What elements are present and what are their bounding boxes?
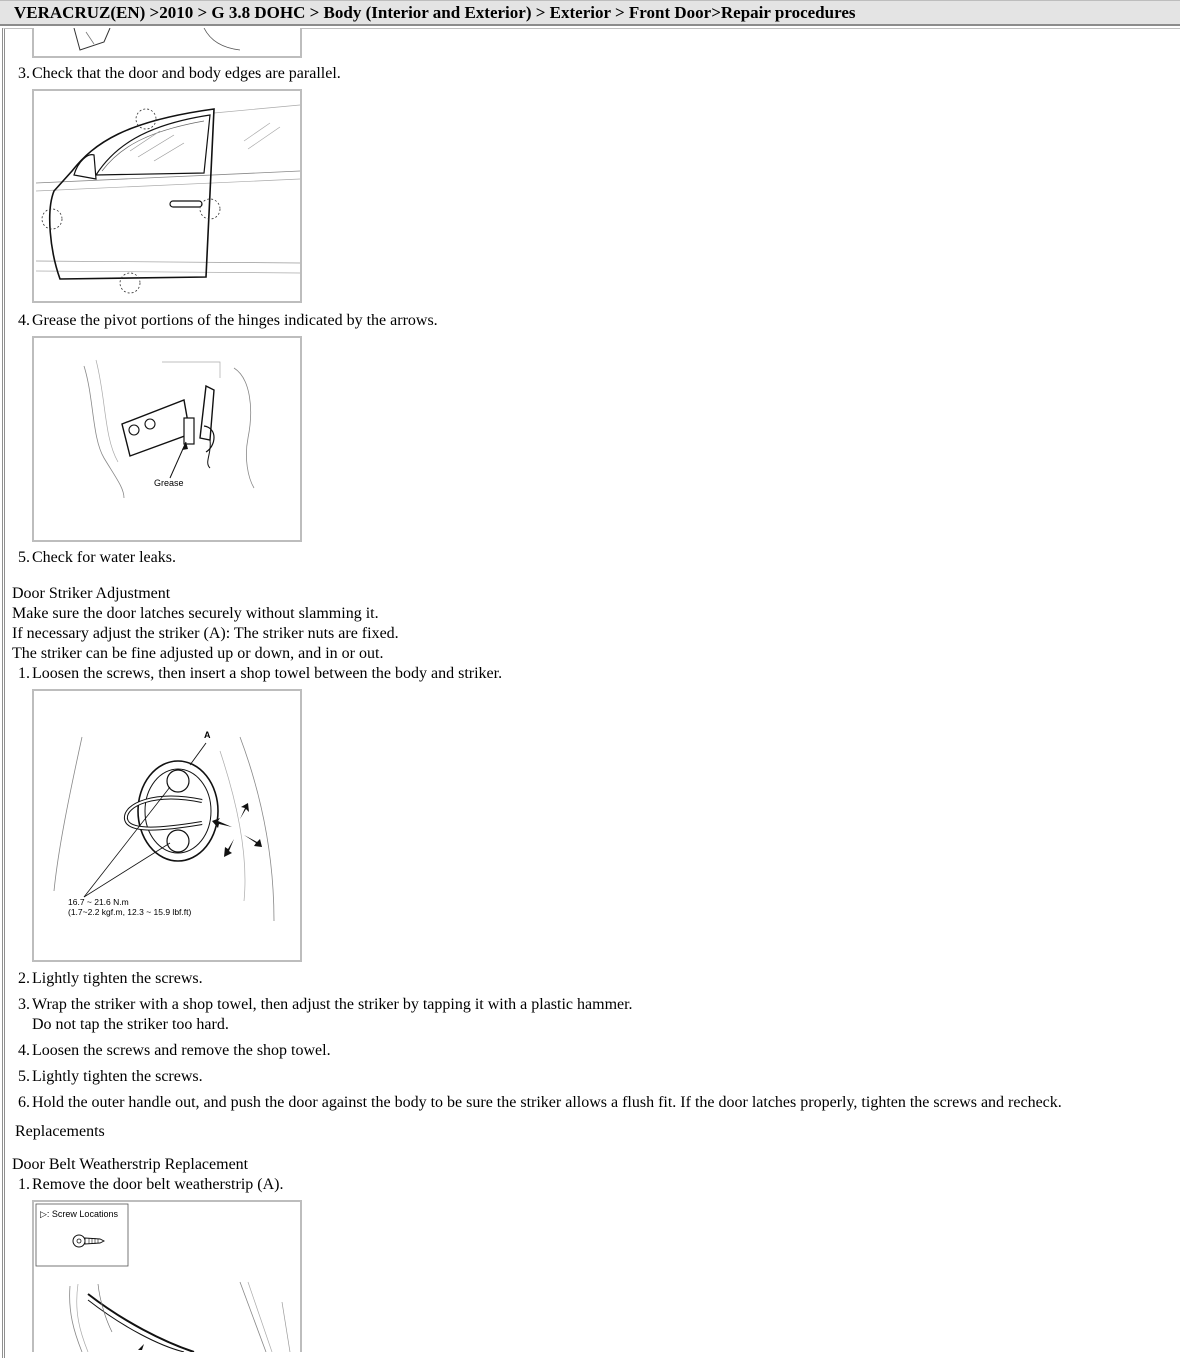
paragraph: The striker can be fine adjusted up or down, and in or out. [12, 645, 384, 662]
figure-hinge-grease [32, 336, 302, 542]
grease-label: Grease [154, 478, 184, 488]
step-number: 5. [18, 1068, 30, 1085]
step-text: Grease the pivot portions of the hinges indicated by the arrows. [32, 312, 438, 329]
step-number: 2. [18, 970, 30, 987]
step-number: 4. [18, 312, 30, 329]
step-number: 3. [18, 65, 30, 82]
step-number: 4. [18, 1042, 30, 1059]
step-note: Do not tap the striker too hard. [32, 1016, 229, 1033]
step-text: Lightly tighten the screws. [32, 970, 203, 987]
torque-value-alt: (1.7~2.2 kgf.m, 12.3 ~ 15.9 lbf.ft) [68, 907, 192, 917]
figure-belt-weatherstrip [32, 1200, 302, 1352]
paragraph: Make sure the door latches securely without slamming it. [12, 605, 379, 622]
step-number: 1. [18, 1176, 30, 1193]
step-text: Check that the door and body edges are parallel. [32, 65, 341, 82]
striker-label-a: A [204, 730, 211, 740]
subsection-heading: Door Belt Weatherstrip Replacement [12, 1156, 249, 1173]
torque-value: 16.7 ~ 21.6 N.m [68, 897, 129, 907]
step-text: Lightly tighten the screws. [32, 1068, 203, 1085]
breadcrumb: VERACRUZ(EN) >2010 > G 3.8 DOHC > Body (Interior and Exterior) > Exterior > Front Door>Repair procedures [0, 0, 1180, 26]
step-text: Wrap the striker with a shop towel, then adjust the striker by tapping it with a plastic hammer. [32, 996, 633, 1013]
step-number: 1. [18, 665, 30, 682]
step-number: 6. [18, 1094, 30, 1111]
step-text: Loosen the screws and remove the shop towel. [32, 1042, 331, 1059]
step-text: Hold the outer handle out, and push the door against the body to be sure the striker allows a flush fit. If the door latches properly, tighten the screws and recheck. [32, 1094, 1062, 1111]
step-text: Remove the door belt weatherstrip (A). [32, 1176, 284, 1193]
section-heading-replacements: Replacements [15, 1123, 105, 1140]
step-text: Check for water leaks. [32, 549, 176, 566]
figure-previous-step [32, 28, 302, 58]
step-number: 3. [18, 996, 30, 1013]
step-number: 5. [18, 549, 30, 566]
step-text: Loosen the screws, then insert a shop towel between the body and striker. [32, 665, 503, 682]
figure-striker [32, 689, 302, 962]
section-heading-striker: Door Striker Adjustment [12, 585, 171, 602]
screw-legend: ▷: Screw Locations [40, 1209, 118, 1219]
figure-door-body-edges [32, 89, 302, 303]
paragraph: If necessary adjust the striker (A): The striker nuts are fixed. [12, 625, 399, 642]
